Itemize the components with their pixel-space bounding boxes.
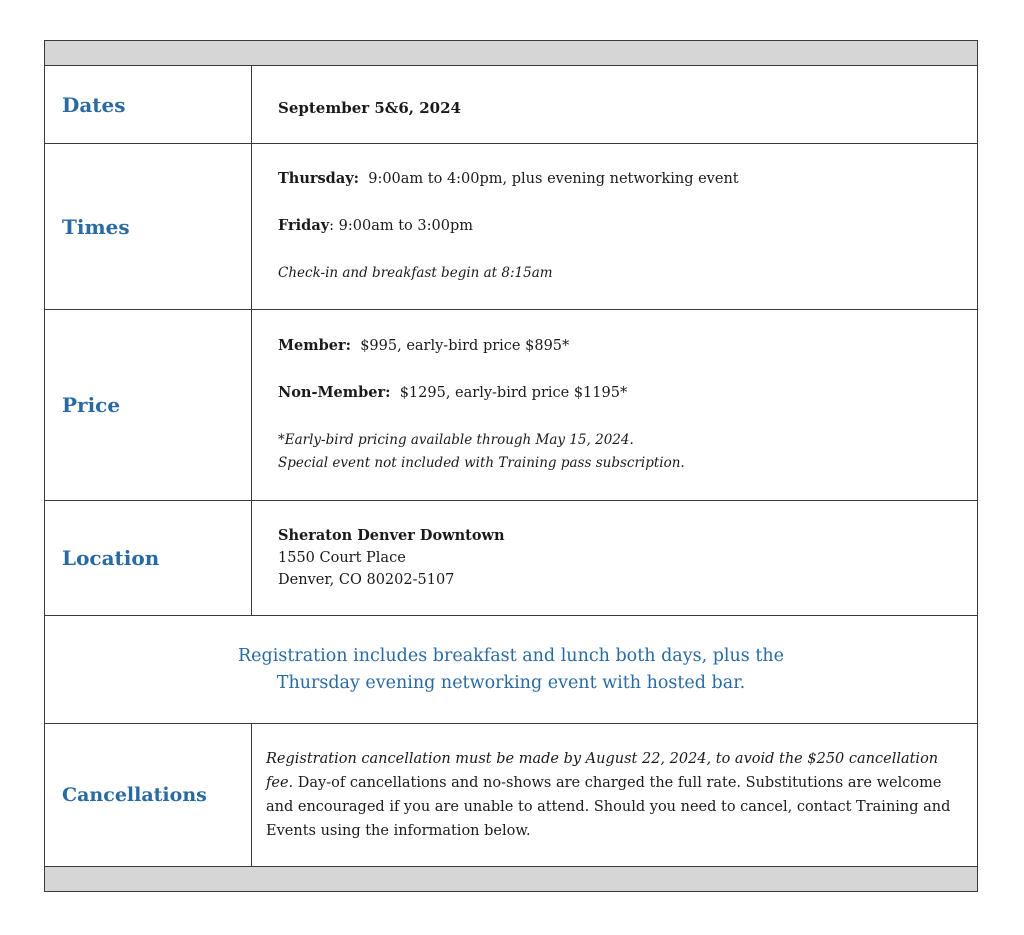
earlybird-note: *Early-bird pricing available through May 15, 2024.	[278, 432, 634, 448]
checkin-note: Check-in and breakfast begin at 8:15am	[278, 265, 553, 281]
location-content	[252, 501, 977, 616]
dates-label: Dates	[45, 66, 252, 144]
friday-label: Friday	[278, 217, 330, 234]
thursday-line	[278, 168, 977, 190]
training-pass-note: Special event not included with Training pass subscription.	[278, 455, 685, 471]
member-line	[278, 335, 977, 357]
member-label: Member:	[278, 337, 351, 354]
cancellations-content	[252, 724, 977, 867]
nonmember-line	[278, 382, 977, 404]
venue-name: Sheraton Denver Downtown	[278, 527, 505, 544]
cancellation-details: Day-of cancellations and no-shows are charged the full rate. Substitutions are welcome and encouraged if you are unable to attend. Should you need to cancel, contact Training and Events using the information below.	[266, 775, 951, 839]
thursday-label: Thursday:	[278, 170, 359, 187]
event-details-table	[44, 40, 978, 892]
registration-includes	[45, 616, 977, 724]
cancellation-deadline: Registration cancellation must be made by August 22, 2024, to avoid the $250 cancellation fee.	[266, 751, 939, 791]
cancellation-policy	[266, 747, 957, 843]
price-label: Price	[45, 310, 252, 501]
thursday-value: 9:00am to 4:00pm, plus evening networking event	[368, 171, 739, 187]
address-line-1: 1550 Court Place	[278, 550, 406, 566]
top-band	[45, 41, 977, 66]
nonmember-label: Non-Member:	[278, 384, 391, 401]
member-value: $995, early-bird price $895*	[360, 338, 570, 354]
bottom-band	[45, 867, 977, 891]
price-content	[252, 310, 977, 501]
registration-line-1: Registration includes breakfast and lunch both days, plus the	[238, 645, 784, 666]
dates-content	[252, 66, 977, 144]
times-content	[252, 144, 977, 310]
registration-line-2: Thursday evening networking event with hosted bar.	[276, 672, 746, 693]
friday-line	[278, 215, 977, 237]
address-line-2: Denver, CO 80202-5107	[278, 572, 455, 588]
location-label: Location	[45, 501, 252, 616]
cancellations-label: Cancellations	[45, 724, 252, 867]
friday-value: : 9:00am to 3:00pm	[329, 218, 473, 234]
nonmember-value: $1295, early-bird price $1195*	[399, 385, 628, 401]
times-label: Times	[45, 144, 252, 310]
dates-value: September 5&6, 2024	[278, 98, 461, 117]
